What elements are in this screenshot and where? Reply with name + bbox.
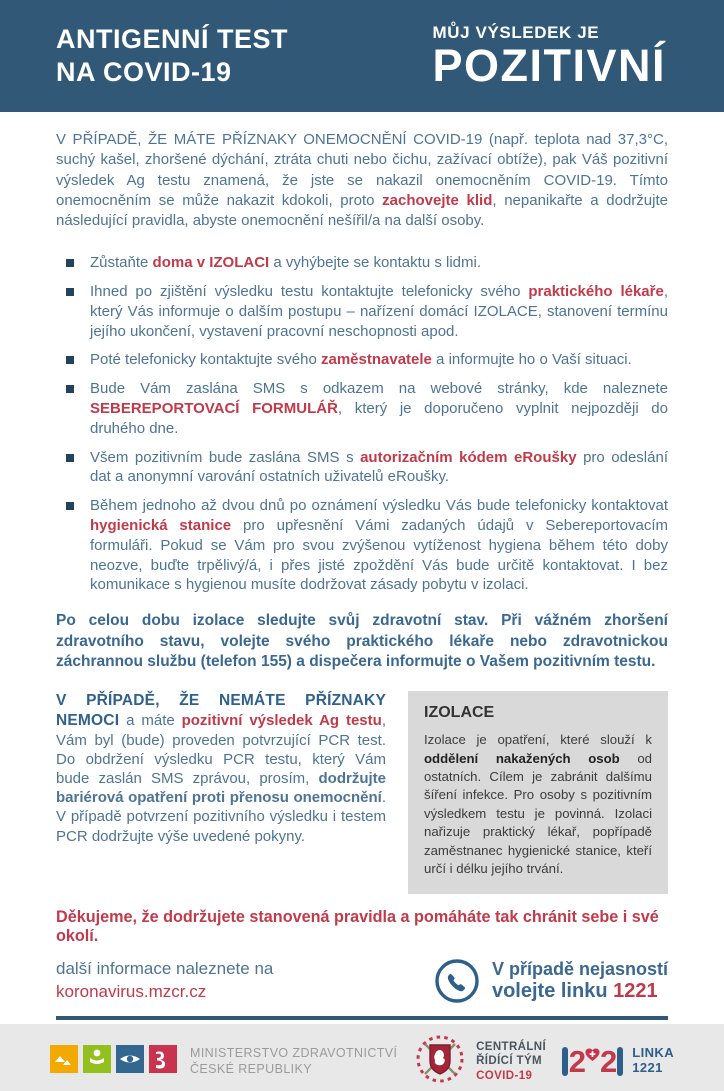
ministry-name-line1: MINISTERSTVO ZDRAVOTNICTVÍ	[190, 1045, 398, 1060]
central-team-line3: COVID-19	[476, 1069, 533, 1082]
heart-icon	[585, 1048, 600, 1067]
list-item-text: Poté telefonicky kontaktujte svého zaměstnavatele a informujte ho o Vaší situaci.	[90, 351, 632, 369]
hotline-number: 1221	[613, 979, 658, 1002]
document-title	[56, 23, 288, 89]
hotline-line2	[492, 980, 668, 1003]
list-item	[56, 379, 668, 438]
header-banner	[0, 0, 724, 112]
hotline-block	[434, 958, 668, 1004]
result-kicker: MŮJ VÝSLEDEK JE	[432, 23, 600, 43]
linka-digit: 2	[568, 1043, 586, 1079]
no-symptoms-text: a máte pozitivní výsledek Ag testu, Vám byl (bude) proveden potvrzující PCR test. Do obdržení výsledku PCR testu, který Vám bude zaslán SMS zprávou, prosím, dodržujte bariérová opatření proti přenosu onemocnění. V případě potvrzení pozitivního výsledku i testem PCR dodržujte výše uvedené pokyny.	[56, 711, 386, 845]
square-bullet-icon	[66, 385, 74, 393]
central-team-name	[476, 1040, 546, 1083]
square-bullet-icon	[66, 454, 74, 462]
central-team-crest-icon	[413, 1032, 467, 1091]
more-info-block	[56, 958, 273, 1004]
list-item	[56, 448, 668, 488]
linka-label-line1: LINKA	[632, 1045, 674, 1061]
list-item-text: Bude Vám zaslána SMS s odkazem na webové stránky, kde naleznete SEBEREPORTOVACÍ FORMULÁŘ, který je doporučeno vyplnit nejpozději do druhého dne.	[90, 380, 668, 437]
phone-icon	[434, 958, 480, 1004]
list-item	[56, 282, 668, 341]
document-title-line1: ANTIGENNÍ TEST	[56, 24, 289, 55]
square-bullet-icon	[66, 356, 74, 364]
square-bullet-icon	[66, 288, 74, 296]
digit-one-bar-icon	[617, 1047, 623, 1076]
central-team-line2: ŘÍDÍCÍ TÝM	[476, 1055, 543, 1068]
isolation-box-title: IZOLACE	[424, 704, 495, 722]
linka-1221-block	[562, 1043, 674, 1079]
list-item-text: Zůstaňte doma v IZOLACI a vyhýbejte se kontaktu s lidmi.	[90, 254, 481, 272]
intro-paragraph: V PŘÍPADĚ, ŽE MÁTE PŘÍZNAKY ONEMOCNĚNÍ COVID-19 (např. teplota nad 37,3°C, suchý kašel, zhoršené dýchání, ztráta chuti nebo čichu, zažívací obtíže), pak Váš pozitivní výsledek Ag testu znamená, že jste se nakazil onemocněním COVID-19. Tímto onemocněním se může nakazit kdokoli, proto zachovejte klid, nepanikařte a dodržujte následující pravidla, abyste onemocnění nešířil/a na další osoby.	[56, 131, 668, 229]
thanks-line: Děkujeme, že dodržujete stanovená pravidla a pomáháte tak chránit sebe i své okolí.	[56, 907, 659, 945]
content	[0, 130, 724, 1004]
list-item-text: Všem pozitivním bude zaslána SMS s autorizačním kódem eRoušky pro odeslání dat a anonymní varování ostatních uživatelů eRoušky.	[90, 448, 668, 486]
document-title-line2: NA COVID-19	[56, 57, 232, 87]
hotline-line1: V případě nejasností	[491, 958, 668, 979]
square-bullet-icon	[66, 502, 74, 510]
result-value: POZITIVNÍ	[432, 40, 666, 92]
ministry-logo-icon	[50, 1044, 178, 1079]
ministry-name-line2: ČESKÉ REPUBLIKY	[190, 1062, 313, 1077]
rules-list	[56, 253, 668, 595]
linka-1221-logo-icon	[562, 1043, 624, 1079]
ministry-name	[190, 1045, 397, 1079]
linka-label	[632, 1046, 674, 1076]
central-team-line1: CENTRÁLNÍ	[476, 1040, 547, 1053]
no-symptoms-section	[56, 691, 668, 894]
isolation-info-box	[408, 691, 668, 894]
no-symptoms-column	[56, 691, 386, 894]
linka-digit: 2	[600, 1043, 617, 1079]
digit-one-bar-icon	[562, 1047, 568, 1076]
hotline-line2-prefix: volejte linku	[491, 979, 614, 1002]
hotline-text	[492, 959, 668, 1003]
footer	[0, 1032, 724, 1091]
more-info-label: další informace naleznete na	[56, 958, 274, 978]
isolation-box-text: Izolace je opatření, které slouží k oddělení nakažených osob od ostatních. Cílem je zabránit dalšímu šíření infekce. Pro osoby s pozitivním výsledkem testu je povinná. Izolaci nařizuje praktický lékař, popřípadě zaměstnanec hygienické stanice, kteří určí i délku jejího trvání.	[424, 732, 652, 877]
info-row	[56, 958, 668, 1004]
footer-divider	[56, 1016, 668, 1020]
central-team-block	[413, 1032, 546, 1091]
list-item	[56, 253, 668, 273]
list-item	[56, 350, 668, 370]
health-monitoring-paragraph: Po celou dobu izolace sledujte svůj zdravotní stav. Při vážném zhoršení zdravotního stavu, volejte svého praktického lékaře nebo zdravotnickou záchrannou službu (telefon 155) a dispečera informujte o Vašem pozitivním testu.	[56, 612, 668, 671]
result-block	[432, 23, 666, 92]
square-bullet-icon	[66, 259, 74, 267]
list-item-text: Ihned po zjištění výsledku testu kontaktujte telefonicky svého praktického lékaře, který Vás informuje o dalším postupu – nařízení domácí IZOLACE, stanovení termínu jejího ukončení, vystavení pracovní neschopnosti apod.	[90, 283, 668, 340]
koronavirus-link[interactable]: koronavirus.mzcr.cz	[56, 981, 207, 1001]
list-item-text: Během jednoho až dvou dnů po oznámení výsledku Vás bude telefonicky kontaktovat hygienická stanice pro upřesnění Vámi zadaných údajů v Sebereportovacím formuláři. Pokud se Vám pro svou zvýšenou vytíženost hygiena během této doby neozve, buďte trpělivý/á, i přes jisté zpoždění Vás bude určitě kontaktovat. I bez komunikace s hygienou musíte dodržovat zásady pobytu v izolaci.	[90, 497, 668, 594]
list-item	[56, 496, 668, 595]
linka-label-line2: 1221	[632, 1060, 663, 1076]
ministry-logo-block	[50, 1044, 397, 1079]
no-symptoms-heading: V PŘÍPADĚ, ŽE NEMÁTE PŘÍZNAKY NEMOCI	[56, 692, 386, 729]
